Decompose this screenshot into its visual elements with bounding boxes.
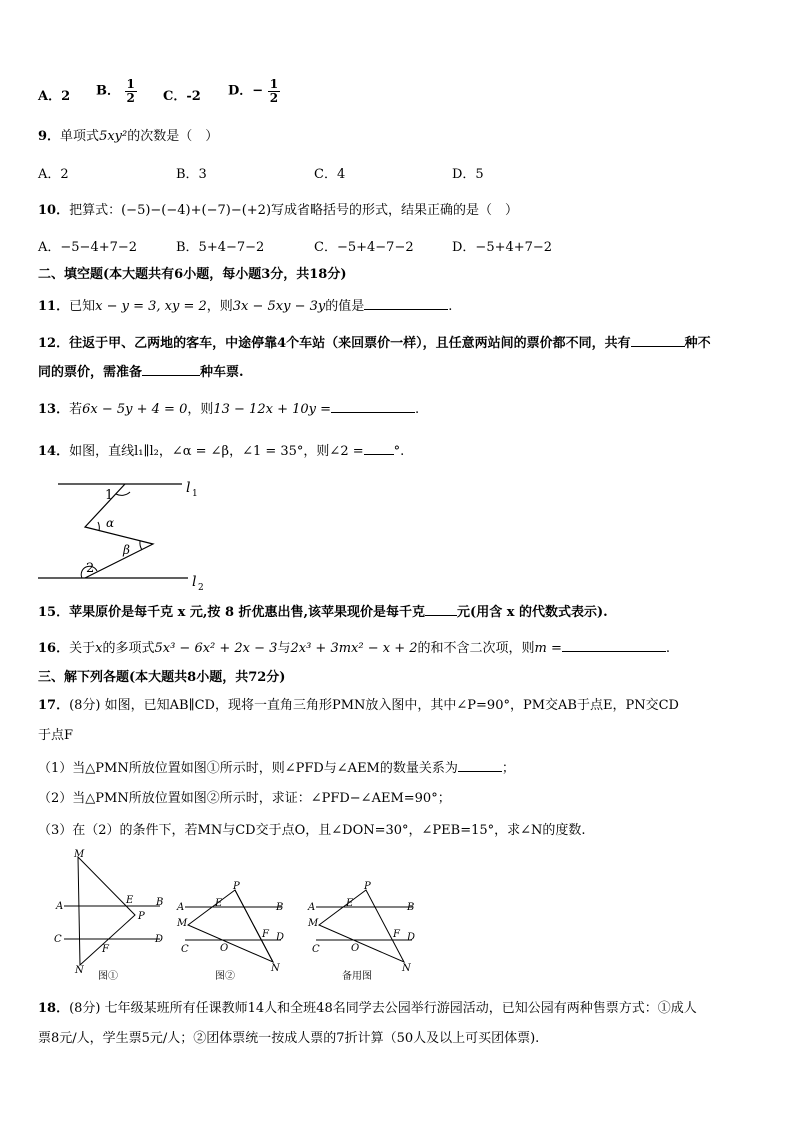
- question-18-line-2: 票8元/人，学生票5元/人；②团体票统一按成人票的7折计算（50人及以上可买团体票).: [38, 1031, 540, 1046]
- q10-option-d: D．−5+4+7−2: [452, 240, 553, 255]
- answer-blank[interactable]: [331, 400, 415, 413]
- label-A: A: [308, 902, 316, 913]
- q10-option-c: C．−5+4−7−2: [314, 240, 414, 255]
- q8-option-b: B． $\frac{1}{2}$: [96, 77, 135, 105]
- section-3-heading: 三、解下列各题(本大题共8小题，共72分): [38, 670, 286, 685]
- label-C: C: [312, 944, 320, 955]
- q8-option-a: A．2: [38, 89, 71, 104]
- answer-blank[interactable]: [562, 639, 666, 652]
- q17-figure-2: [173, 880, 298, 985]
- question-18-line-1: 18．(8分) 七年级某班所有任课教师14人和全班48名同学去公园举行游园活动，已知公园有两种售票方式：①成人: [38, 1001, 697, 1016]
- question-9: 9．单项式5xy²的次数是（ ）: [38, 129, 219, 144]
- label-B: B: [156, 897, 164, 908]
- section-2-heading: 二、填空题(本大题共有6小题，每小题3分，共18分): [38, 267, 347, 282]
- q10-option-b: B．5+4−7−2: [176, 240, 265, 255]
- label-E: E: [126, 895, 134, 906]
- figure-2-caption: 图②: [215, 971, 235, 982]
- label-M: M: [308, 918, 319, 929]
- angle-alpha-arc: [98, 522, 99, 531]
- label-M: M: [177, 918, 188, 929]
- label-l1-sub: 1: [192, 489, 198, 499]
- q8-option-d: D．− $\frac{1}{2}$: [228, 77, 279, 105]
- label-D: D: [407, 932, 416, 943]
- question-17-part-2: （2）当△PMN所放位置如图②所示时，求证：∠PFD−∠AEM=90°；: [38, 791, 451, 806]
- label-F: F: [393, 929, 400, 940]
- label-P: P: [138, 911, 145, 922]
- q17-figure-1: [50, 845, 175, 985]
- answer-blank[interactable]: [142, 363, 200, 376]
- answer-blank[interactable]: [364, 442, 394, 455]
- question-17-line-1: 17．(8分) 如图，已知AB∥CD，现将一直角三角形PMN放入图中，其中∠P=90°，PM交AB于点E，PN交CD: [38, 698, 679, 713]
- label-beta: β: [123, 543, 130, 557]
- label-E: E: [346, 898, 354, 909]
- figure-1-caption: 图①: [98, 971, 118, 982]
- label-P: P: [233, 881, 240, 892]
- fraction: $\frac{1}{2}$: [126, 77, 135, 105]
- zigzag-lines: [85, 484, 153, 578]
- question-12-line-1: 12．往返于甲、乙两地的客车，中途停靠4个车站（来回票价一样），且任意两站间的票价都不同，共有 种不: [38, 336, 711, 351]
- label-M: M: [74, 849, 85, 860]
- label-C: C: [54, 934, 62, 945]
- question-14: 14．如图，直线l₁∥l₂，∠α = ∠β，∠1 = 35°，则∠2 = °.: [38, 444, 405, 459]
- answer-blank[interactable]: [425, 603, 457, 616]
- question-16: 16．关于x的多项式5x³ − 6x² + 2x − 3与2x³ + 3mx² − x + 2的和不含二次项，则m = .: [38, 641, 671, 656]
- angle-beta-arc: [140, 541, 142, 550]
- label-F: F: [262, 929, 269, 940]
- label-l1: l: [186, 480, 191, 496]
- q9-option-b: B．3: [176, 167, 207, 182]
- question-12-line-2: 同的票价，需准备 种车票.: [38, 365, 244, 380]
- label-A: A: [177, 902, 185, 913]
- figure-backup-caption: 备用图: [342, 971, 372, 982]
- label-P: P: [364, 881, 371, 892]
- q10-option-a: A．−5−4+7−2: [38, 240, 138, 255]
- label-l2: l: [192, 574, 197, 590]
- question-15: 15．苹果原价是每千克 x 元,按 8 折优惠出售,该苹果现价是每千克 元(用含 x 的代数式表示).: [38, 605, 608, 620]
- answer-blank[interactable]: [364, 297, 448, 310]
- question-13: 13．若6x − 5y + 4 = 0，则13 − 12x + 10y = .: [38, 402, 420, 417]
- label-angle-2: 2: [86, 561, 95, 576]
- q8-option-c: C．-2: [163, 89, 201, 104]
- q9-option-a: A．2: [38, 167, 69, 182]
- label-angle-1: 1: [105, 488, 114, 503]
- label-N: N: [75, 965, 84, 976]
- answer-blank[interactable]: [458, 759, 502, 772]
- side-pn: [235, 890, 273, 962]
- question-17-part-3: （3）在（2）的条件下，若MN与CD交于点O，且∠DON=30°，∠PEB=15°，求∠N的度数.: [38, 823, 586, 838]
- q14-figure: [30, 474, 220, 592]
- label-A: A: [56, 901, 64, 912]
- label-C: C: [181, 944, 189, 955]
- question-17-line-2: 于点F: [38, 728, 74, 743]
- question-17-part-1: （1）当△PMN所放位置如图①所示时，则∠PFD与∠AEM的数量关系为 ；: [38, 761, 515, 776]
- label-B: B: [276, 902, 284, 913]
- label-N: N: [271, 963, 280, 974]
- question-10: 10．把算式：(−5)−(−4)+(−7)−(+2)写成省略括号的形式，结果正确的是（ ）: [38, 203, 519, 218]
- answer-blank[interactable]: [631, 334, 685, 347]
- label-D: D: [155, 934, 164, 945]
- question-11: 11．已知x − y = 3, xy = 2，则3x − 5xy − 3y的值是 .: [38, 299, 453, 314]
- fraction: $\frac{1}{2}$: [269, 77, 279, 105]
- label-E: E: [215, 898, 223, 909]
- q9-option-d: D．5: [452, 167, 484, 182]
- q17-figure-backup: [304, 880, 429, 985]
- label-O: O: [220, 943, 229, 954]
- label-N: N: [402, 963, 411, 974]
- label-alpha: α: [106, 516, 115, 530]
- label-B: B: [407, 902, 415, 913]
- label-O: O: [351, 943, 360, 954]
- q9-option-c: C．4: [314, 167, 346, 182]
- angle-1-arc: [116, 492, 130, 495]
- label-D: D: [276, 932, 285, 943]
- triangle-pmn: [319, 890, 404, 962]
- label-l2-sub: 2: [198, 583, 204, 592]
- label-F: F: [102, 944, 109, 955]
- triangle-pmn: [188, 890, 273, 962]
